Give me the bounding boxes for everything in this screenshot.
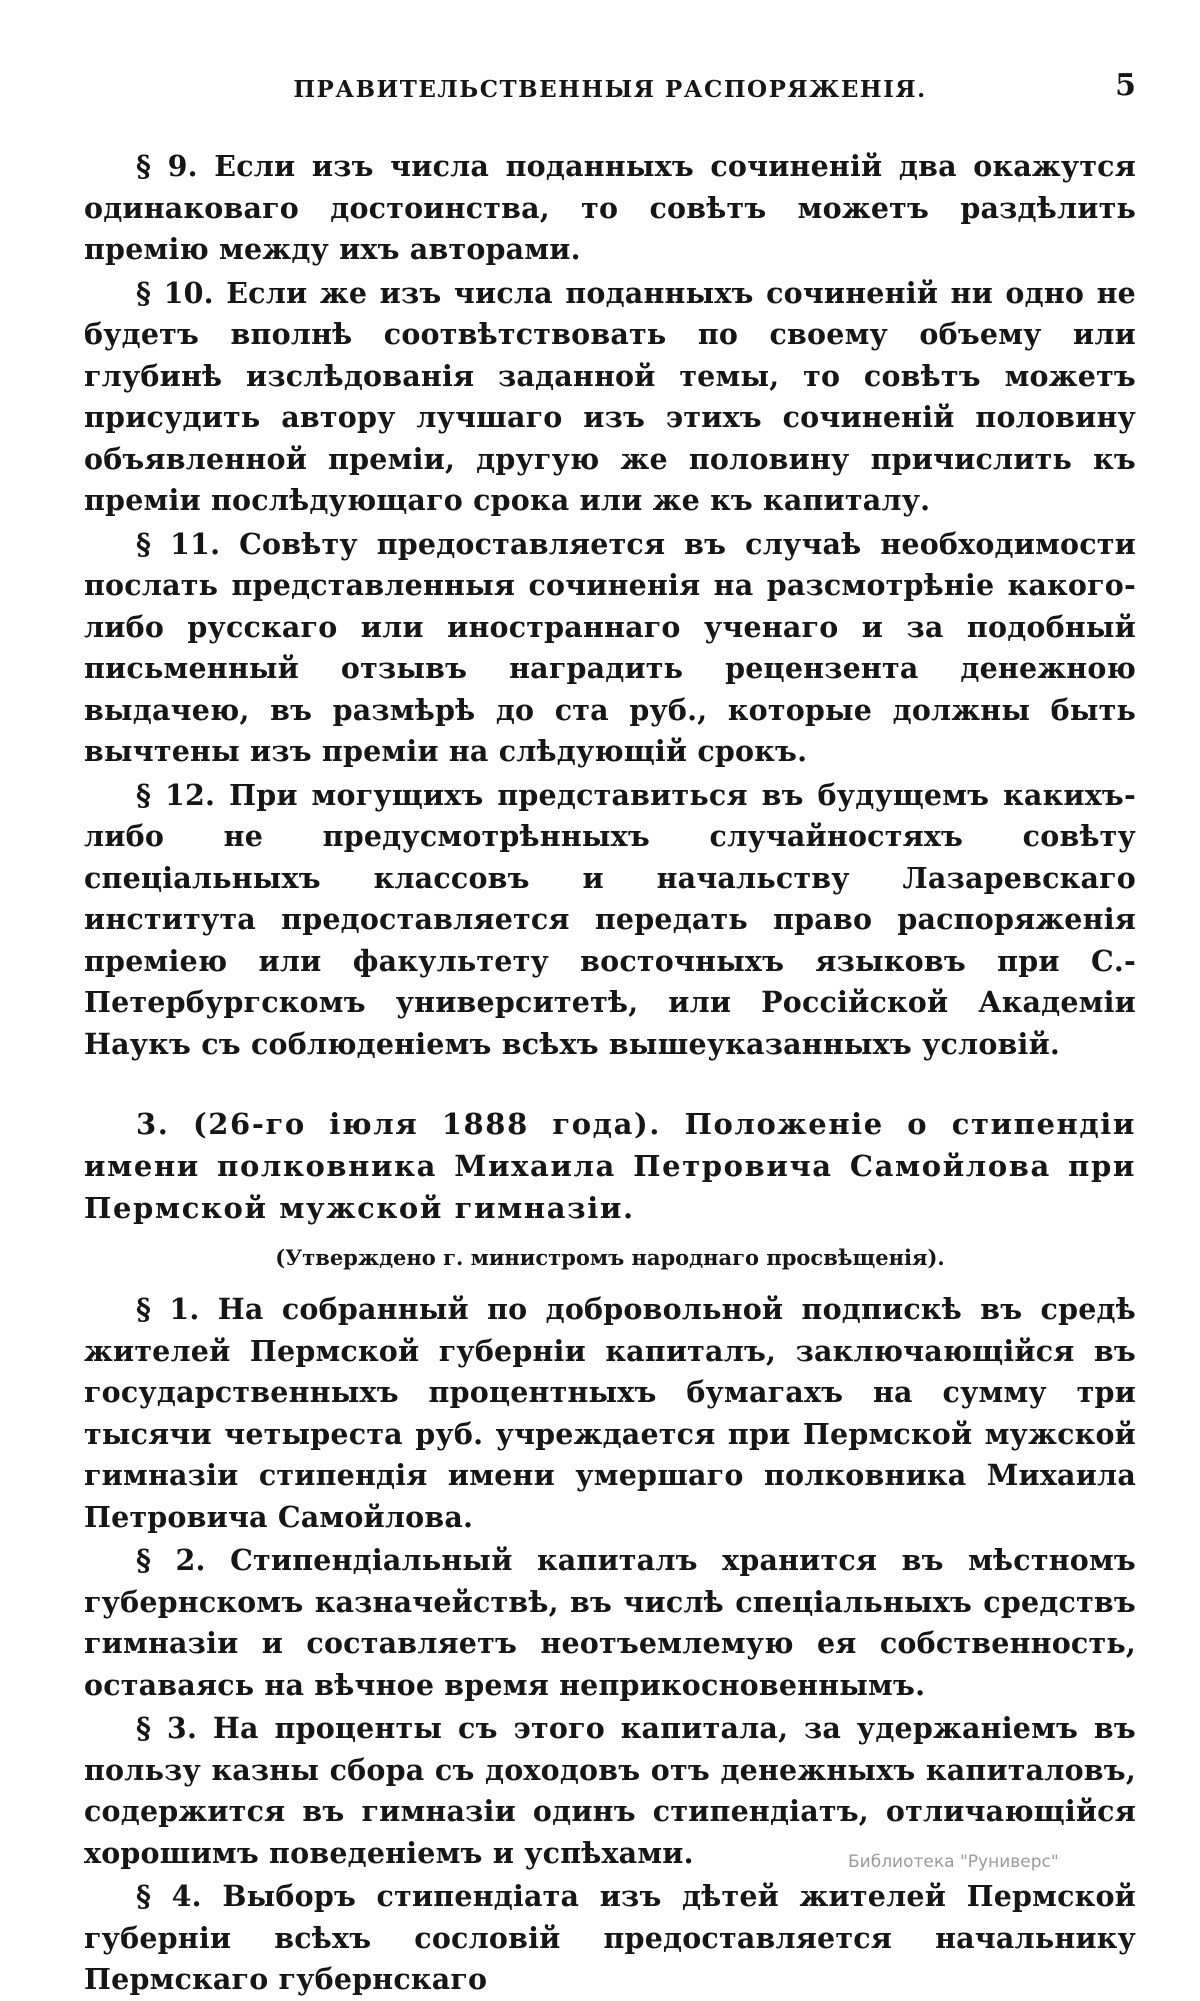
- running-title: ПРАВИТЕЛЬСТВЕННЫЯ РАСПОРЯЖЕНІЯ.: [293, 76, 927, 103]
- paragraph-1: § 1. На собранный по добровольной подпискѣ въ средѣ жителей Пермской губерніи капиталъ, заключающійся въ государственныхъ процентныхъ бумагахъ на сумму три тысячи четыреста руб. учреждается при Пермской мужской гимназіи стипендія имени умершаго полковника Михаила Петровича Самойлова.: [84, 1292, 1136, 1534]
- body-text: [84, 146, 1136, 2001]
- paragraph-4: § 4. Выборъ стипендіата изъ дѣтей жителей Пермской губерніи всѣхъ сословій предоставляется начальнику Пермскаго губернскаго: [84, 1879, 1136, 1996]
- paragraph-9: § 9. Если изъ числа поданныхъ сочиненій два окажутся одинаковаго достоинства, то совѣтъ можетъ раздѣлить премію между ихъ авторами.: [84, 149, 1136, 266]
- section-heading: 3. (26-го іюля 1888 года). Положеніе о стипендіи имени полковника Михаила Петровича Самойлова при Пермской мужской гимназіи.: [84, 1107, 1136, 1225]
- paragraph-12: § 12. При могущихъ представиться въ будущемъ какихъ-либо не предусмотрѣнныхъ случайностяхъ совѣту спеціальныхъ классовъ и начальству Лазаревскаго института предоставляется передать право распоряженія преміею или факультету восточныхъ языковъ при С.-Петербургскомъ университетѣ, или Россійской Академіи Наукъ съ соблюденіемъ всѣхъ вышеуказанныхъ условій.: [84, 777, 1136, 1061]
- approval-note: (Утверждено г. министромъ народнаго просвѣщенія).: [275, 1245, 945, 1270]
- library-watermark: Библиотека "Руниверс": [848, 1852, 1059, 1872]
- paragraph-11: § 11. Совѣту предоставляется въ случаѣ необходимости послать представленныя сочиненія на разсмотрѣніе какого-либо русскаго или иностраннаго ученаго и за подобный письменный отзывъ наградить рецензента денежною выдачею, въ размѣрѣ до ста руб., которые должны быть вычтены изъ преміи на слѣдующій срокъ.: [84, 526, 1136, 768]
- paragraph-10: § 10. Если же изъ числа поданныхъ сочиненій ни одно не будетъ вполнѣ соотвѣтствовать по своему объему или глубинѣ изслѣдованія заданной темы, то совѣтъ можетъ присудить автору лучшаго изъ этихъ сочиненій половину объявленной преміи, другую же половину причислить къ преміи послѣдующаго срока или же къ капиталу.: [84, 275, 1136, 517]
- paragraph-3: § 3. На проценты съ этого капитала, за удержаніемъ въ пользу казны сбора съ доходовъ отъ денежныхъ капиталовъ, содержится въ гимназіи одинъ стипендіатъ, отличающійся хорошимъ поведеніемъ и успѣхами.: [84, 1711, 1136, 1870]
- page-number: 5: [1115, 68, 1136, 103]
- paragraph-2: § 2. Стипендіальный капиталъ хранится въ мѣстномъ губернскомъ казначействѣ, въ числѣ спеціальныхъ средствъ гимназіи и составляетъ неотъемлемую ея собственность, оставаясь на вѣчное время неприкосновеннымъ.: [84, 1543, 1136, 1702]
- page-header: [84, 68, 1136, 108]
